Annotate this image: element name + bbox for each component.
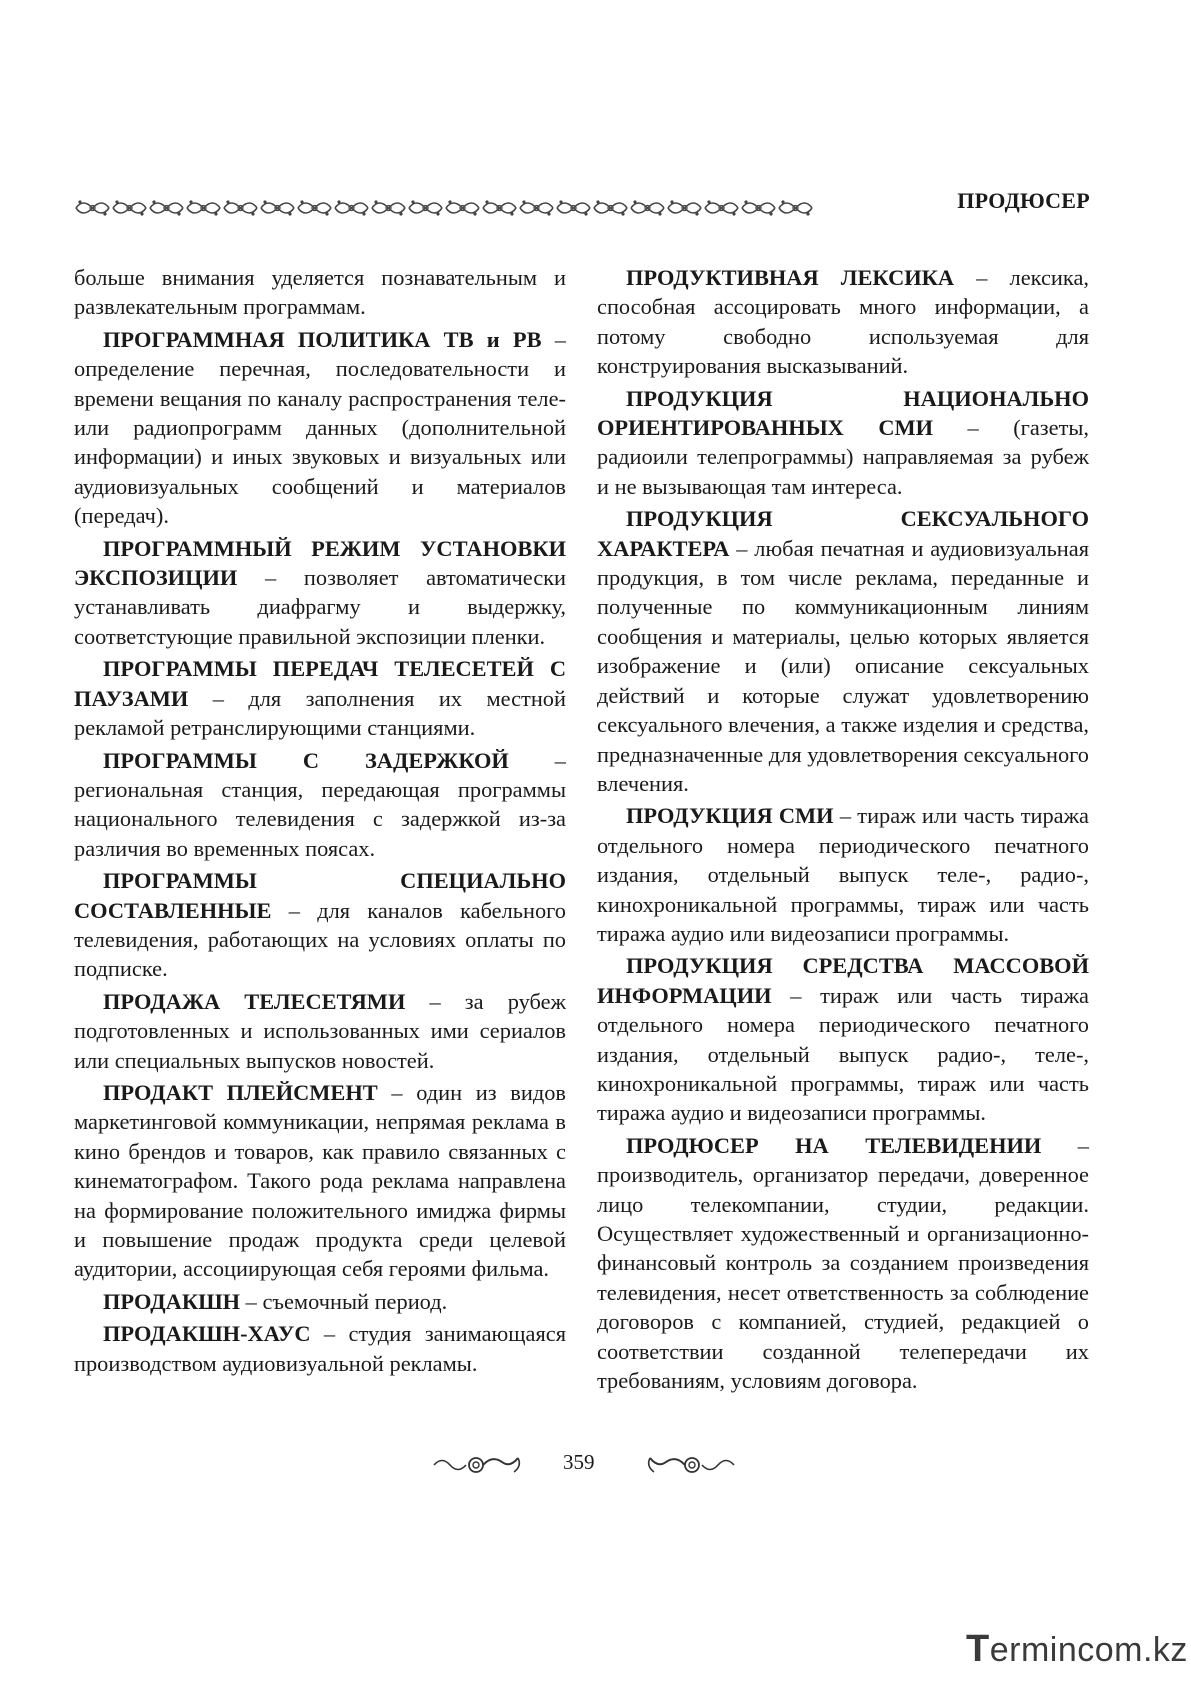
entry-definition: – студия занимающаяся производством аудиовизуальной рекламы. — [74, 1321, 566, 1376]
entry-definition: – определение перечная, последовательности и времени вещания по каналу распространения теле- или радиопрограмм данных (дополнительной информации) и иных звуковых и визуальных или аудиовизуальных сообщений и материалов (передач). — [74, 326, 566, 529]
entry-definition: – тираж или часть тиража отдельного номера периодического печатного издания, отдельный выпуск теле-, радио-, кинохроникальной программы, тираж или часть тиража аудио или видеозаписи программы. — [597, 803, 1089, 946]
right-column — [597, 263, 1089, 1398]
watermark-text: ermincom.kz — [989, 1631, 1188, 1669]
watermark — [966, 1628, 1188, 1671]
entry-definition: – за рубеж подготовленных и использованных ими сериалов или специальных выпусков новостей. — [74, 988, 566, 1073]
entry-term: ПРОДУКТИВНАЯ ЛЕКСИКА — [626, 265, 955, 290]
entry — [74, 1287, 566, 1316]
entry — [74, 866, 566, 984]
page-number: 359 — [563, 1450, 595, 1474]
entry — [74, 1319, 566, 1378]
entry — [74, 325, 566, 531]
entry-term: ПРОДУКЦИЯ СМИ — [626, 803, 834, 829]
entry-term: ПРОДАКТ ПЛЕЙСМЕНТ — [103, 1079, 378, 1105]
entry-term: ПРОДАКШН-ХАУС — [103, 1321, 311, 1347]
entry — [597, 951, 1089, 1127]
entry — [74, 746, 566, 864]
entry-term: ПРОДУКЦИЯ НАЦИОНАЛЬНО ОРИЕНТИРОВАННЫХ СМИ — [597, 385, 1089, 441]
entry-term: ПРОДАЖА ТЕЛЕСЕТЯМИ — [103, 988, 406, 1014]
page-footer — [0, 1450, 1191, 1480]
entry-definition: – производитель, организатор передачи, доверенное лицо телекомпании, студии, редакции. Осуществляет художественный и организационно-финансовый контроль за созданием произведения телевидения, несет ответственность за соблюдение договоров с компанией, студией, редакцией о соответствии созданной телепередачи их требованиям, условиям договора. — [597, 1132, 1089, 1394]
entry-definition: – любая печатная и аудиовизуальная продукция, в том числе реклама, переданные и полученные по коммуникационным линиям сообщения и материалы, целью которых является изображение и (или) описание сексуальных действий и которые служат удовлетворению сексуального влечения, а также изделия и средства, предназначенные для удовлетворения сексуального влечения. — [597, 535, 1089, 796]
entry-term: ПРОГРАММЫ СПЕЦИАЛЬНО СОСТАВЛЕННЫЕ — [74, 868, 566, 923]
entry-definition: – региональная станция, передающая программы национального телевидения с задержкой из-за различия во временных поясах. — [74, 747, 567, 861]
left-column — [74, 263, 566, 1381]
entry-definition: – съемочный период. — [240, 1288, 448, 1314]
entry — [597, 1131, 1089, 1396]
entry — [74, 534, 566, 652]
entry-definition: – один из видов маркетинговой коммуникации, непрямая реклама в кино брендов и товаров, как правило связанных с кинематографом. Такого рода реклама направлена на формирование положительного имиджа фирмы и повышение продаж продукта среди целевой аудитории, ассоциирующая себя героями фильма. — [74, 1079, 566, 1282]
running-head: ПРОДЮСЕР — [957, 188, 1090, 213]
entry-definition: – тираж или часть тиража отдельного номера периодического печатного издания, отдельный выпуск радио-, теле-, кинохроникальной программы, тираж или часть тиража аудио и видеозаписи программы. — [597, 982, 1089, 1126]
entry-term: ПРОГРАММНЫЙ РЕЖИМ УСТАНОВКИ ЭКСПОЗИЦИИ — [74, 535, 566, 591]
entry-term: ПРОДУКЦИЯ СРЕДСТВА МАССОВОЙ ИНФОРМАЦИИ — [597, 953, 1089, 1008]
entry-definition: – для каналов кабельного телевидения, работающих на условиях оплаты по подписке. — [74, 897, 566, 982]
entry-definition: – позволяет автоматически устанавливать диафрагму и выдержку, соответстующие правильной экспозиции пленки. — [74, 565, 566, 649]
ornament-border-icon — [74, 196, 814, 220]
entry-definition: – для заполнения их местной рекламой ретранслирующими станциями. — [74, 685, 566, 741]
footer-flourish-left-icon — [430, 1452, 526, 1478]
entry-term: ПРОДЮСЕР НА ТЕЛЕВИДЕНИИ — [626, 1132, 1042, 1158]
entry-definition: больше внимания уделяется познавательным и развлекательным программам. — [74, 265, 566, 320]
entry — [74, 654, 566, 742]
entry-term: ПРОДУКЦИЯ СЕКСУАЛЬНОГО ХАРАКТЕРА — [597, 506, 1089, 561]
entry-term: ПРОГРАММЫ С ЗАДЕРЖКОЙ — [103, 747, 509, 773]
entry-definition: – лексика, способная ассоцировать много информации, а потому свободно используемая для конструирования высказываний. — [597, 265, 1089, 379]
entry — [74, 987, 566, 1075]
entry-definition: – (газеты, радиоили телепрограммы) направляемая за рубеж и не вызывающая там интереса. — [597, 415, 1090, 499]
entry-term: ПРОГРАММЫ ПЕРЕДАЧ ТЕЛЕСЕТЕЙ С ПАУЗАМИ — [74, 656, 566, 711]
page-header — [74, 188, 1090, 224]
entry — [74, 263, 566, 322]
entry — [597, 801, 1089, 948]
entry — [74, 1078, 566, 1284]
watermark-initial: T — [966, 1628, 990, 1670]
entry — [597, 263, 1089, 381]
entry — [597, 504, 1089, 798]
footer-flourish-right-icon — [642, 1452, 738, 1478]
entry — [597, 384, 1089, 502]
entry-term: ПРОГРАММНАЯ ПОЛИТИКА ТВ и РВ — [103, 326, 542, 352]
entry-term: ПРОДАКШН — [103, 1288, 241, 1314]
